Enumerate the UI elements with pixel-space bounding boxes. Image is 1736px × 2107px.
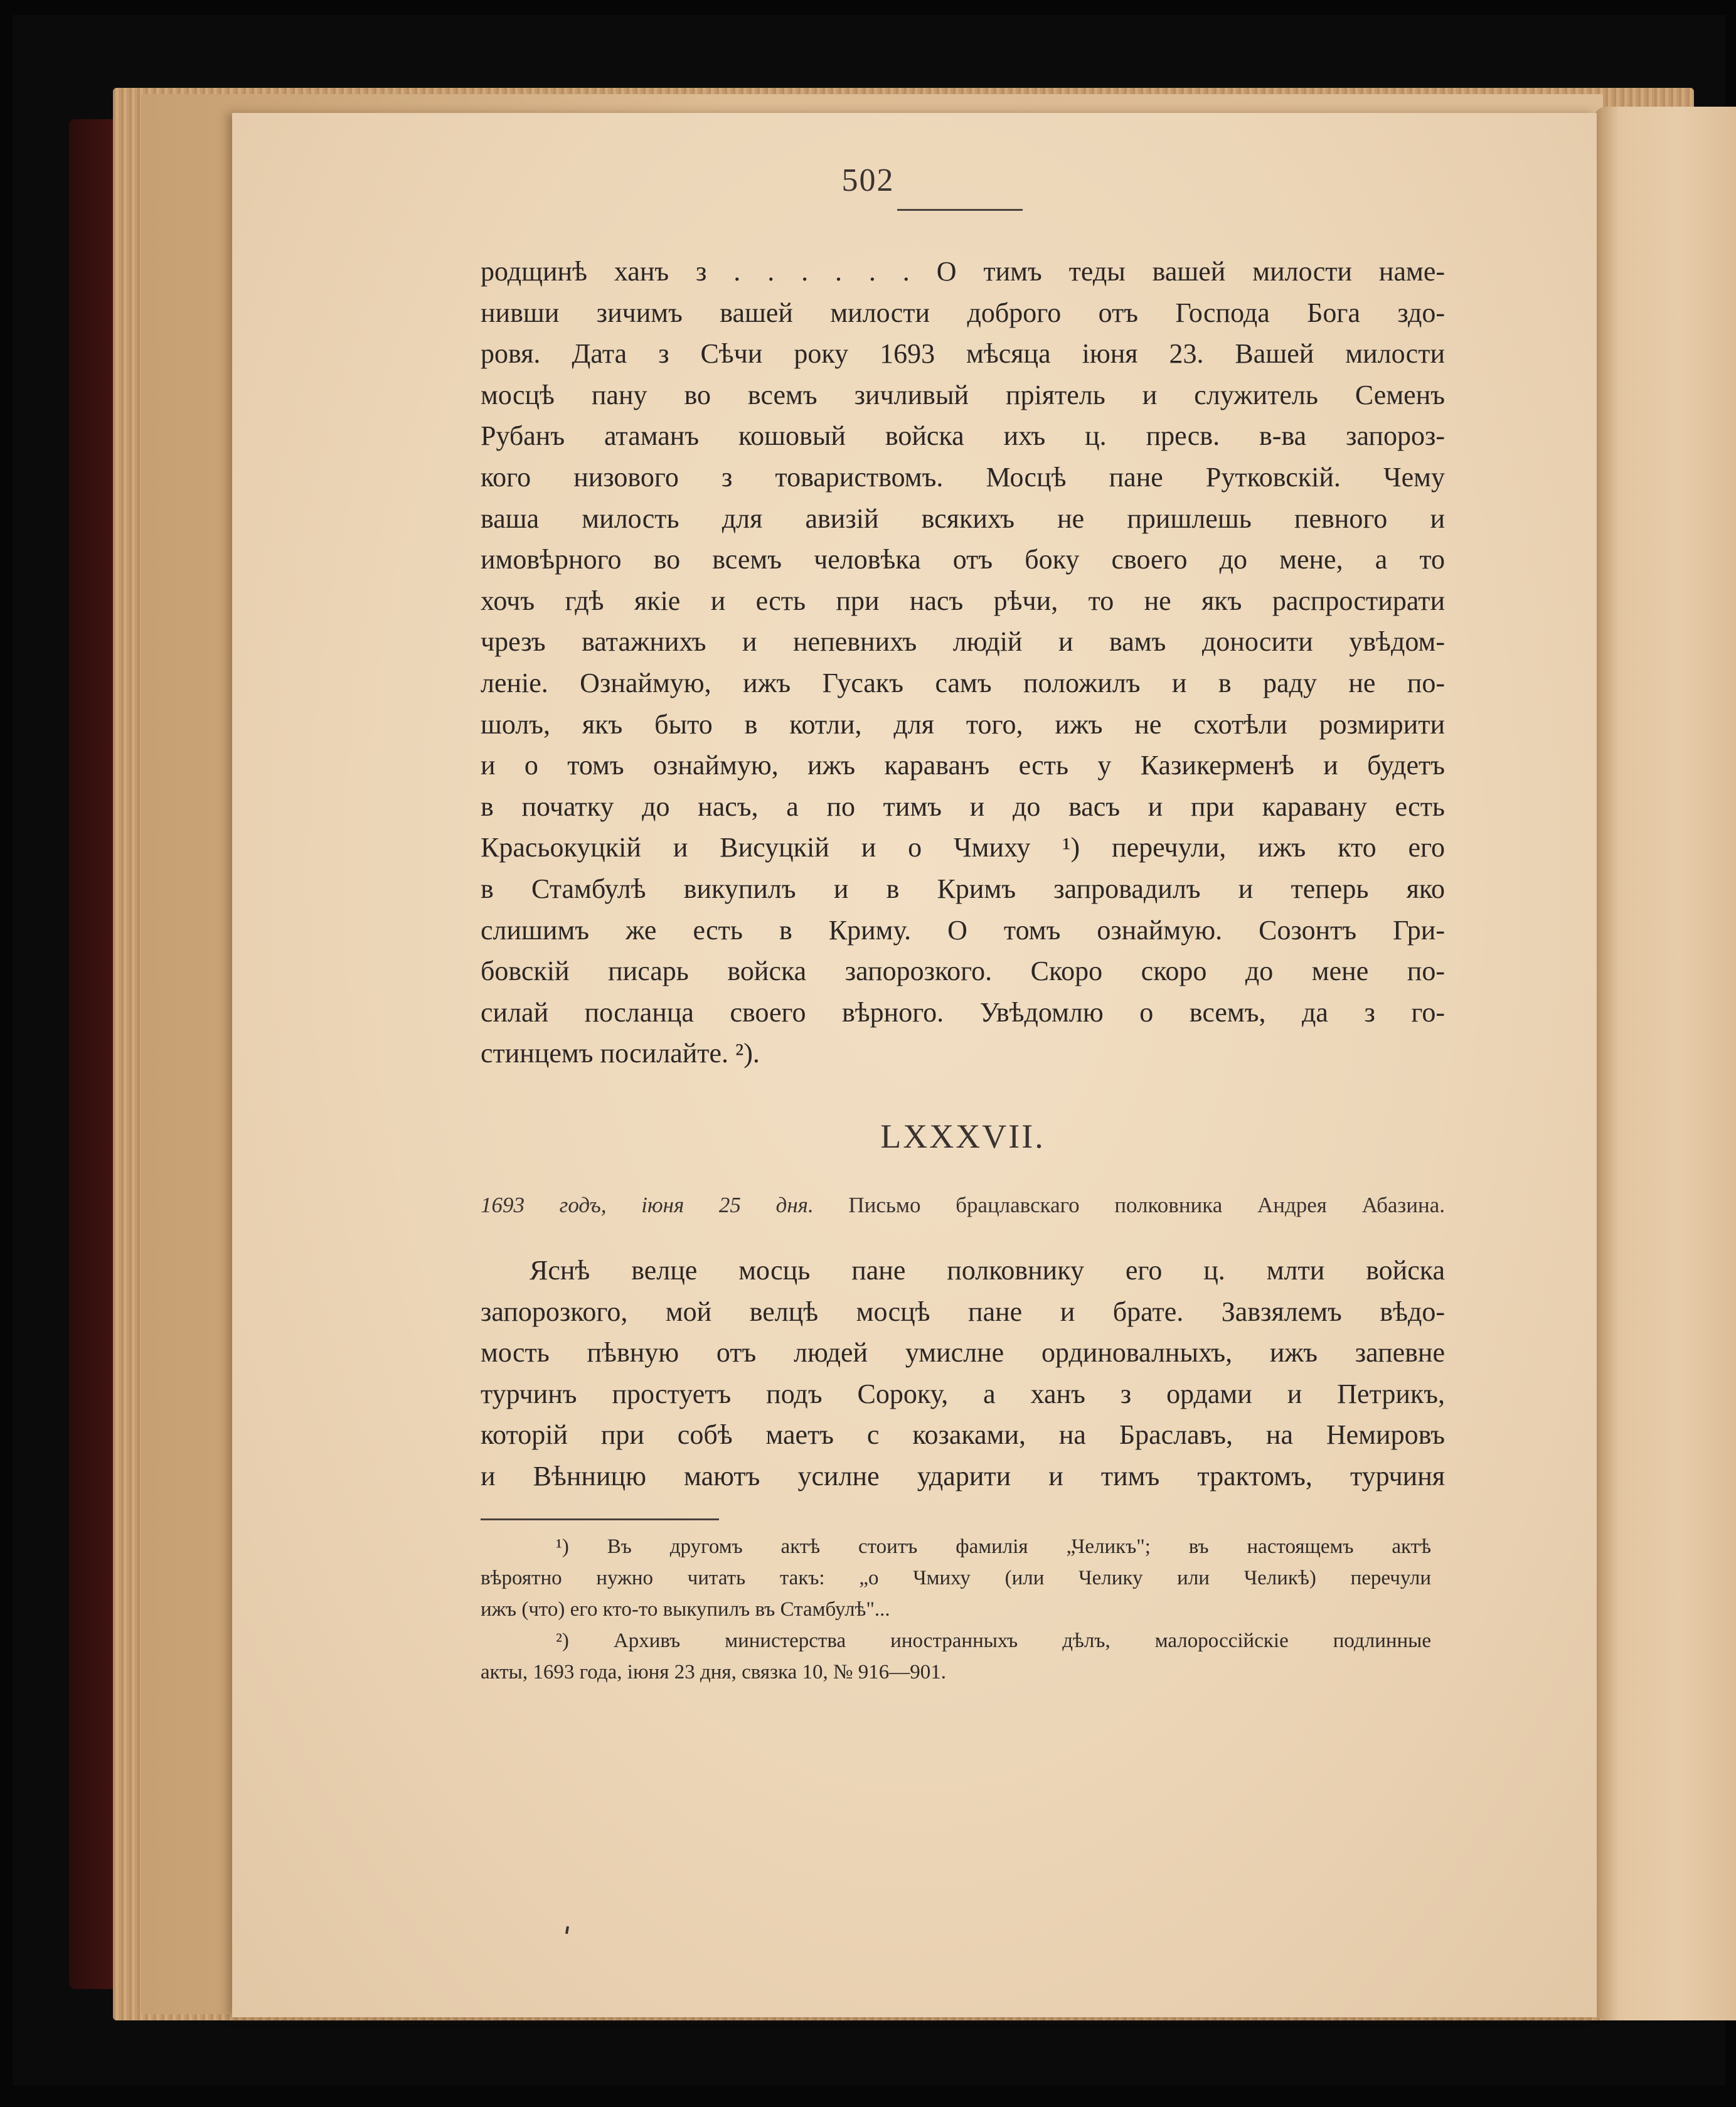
text-line: хочъ гдѣ якіе и есть при насъ рѣчи, то не якъ распростирати — [481, 585, 1445, 616]
footnote-line: акты, 1693 года, іюня 23 дня, связка 10, № 916—901. — [481, 1661, 947, 1683]
text-line: чрезъ ватажнихъ и непевнихъ людій и вамъ доносити увѣдом- — [481, 626, 1445, 658]
text-line: бовскій писарь войска запорозкого. Скоро скоро до мене по- — [481, 956, 1445, 987]
footnote-rule — [481, 1518, 719, 1520]
text-line: родщинѣ ханъ з . . . . . . О тимъ теды вашей милости наме- — [481, 256, 1445, 287]
document-title: Письмо брацлавскаго полковника Андрея Абазина. — [848, 1193, 1445, 1217]
text-line: которій при собѣ маетъ с козаками, на Браславъ, на Немировъ — [481, 1419, 1445, 1451]
footnote-line: вѣроятно нужно читать такъ: „о Чмиху (или Челику или Челикѣ) перечули — [481, 1567, 1431, 1589]
text-line: Красьокуцкій и Висуцкій и о Чмиху ¹) перечули, ижъ кто его — [481, 832, 1445, 863]
facing-page-edge — [1594, 107, 1736, 2020]
letter-text-continued — [481, 251, 1445, 1074]
text-line: леніе. Ознаймую, ижъ Гусакъ самъ положилъ и в раду не по- — [481, 667, 1445, 698]
footnotes — [481, 1531, 1431, 1688]
footnote-line: ижъ (что) его кто-то выкупилъ въ Стамбулѣ"... — [481, 1598, 890, 1621]
text-line: мосцѣ пану во всемъ зичливый пріятель и служитель Семенъ — [481, 379, 1445, 410]
text-line: в початку до насъ, а по тимъ и до васъ и при каравану есть — [481, 791, 1445, 822]
text-line: нивши зичимъ вашей милости доброго отъ Господа Бога здо- — [481, 297, 1445, 328]
text-line: запорозкого, мой велцѣ мосцѣ пане и брате. Завзялемъ вѣдо- — [481, 1296, 1445, 1327]
text-line: стинцемъ посилайте. ²). — [481, 1038, 760, 1069]
text-line: кого низового з товариствомъ. Мосцѣ пане Рутковскій. Чему — [481, 461, 1445, 493]
text-line: ровя. Дата з Сѣчи року 1693 мѣсяца іюня 23. Вашей милости — [481, 338, 1445, 370]
text-line: Рубанъ атаманъ кошовый войска ихъ ц. пресв. в-ва запороз- — [481, 420, 1445, 452]
text-line: слишимъ же есть в Криму. О томъ ознаймую. Созонтъ Гри- — [481, 914, 1445, 946]
text-line: в Стамбулѣ викупилъ и в Кримъ запровадилъ и теперь яко — [481, 873, 1445, 904]
letter-text-new — [481, 1250, 1445, 1497]
document-number-heading: LXXXVII. — [880, 1118, 1045, 1155]
footnote-line: ¹) Въ другомъ актѣ стоитъ фамилія „Челикъ"; въ настоящемъ актѣ — [556, 1535, 1431, 1558]
text-line: мость пѣвную отъ людей умислне ординовалныхъ, ижъ запевне — [481, 1337, 1445, 1368]
footnote-line: ²) Архивъ министерства иностранныхъ дѣлъ, малороссійскіе подлинные — [556, 1630, 1431, 1652]
text-line: ваша милость для авизій всякихъ не пришлешь певного и — [481, 503, 1445, 534]
text-line: Яснѣ велце мосць пане полковнику его ц. млти войска — [530, 1255, 1445, 1286]
text-line: силай посланца своего вѣрного. Увѣдомлю о всемъ, да з го- — [481, 996, 1445, 1028]
page-number: 502 — [841, 163, 895, 198]
document-subheading — [481, 1190, 1445, 1221]
text-line: имовѣрного во всемъ человѣка отъ боку своего до мене, а то — [481, 544, 1445, 575]
page-number-rule — [897, 209, 1023, 211]
text-line: и о томъ ознаймую, ижъ караванъ есть у Казикерменѣ и будетъ — [481, 750, 1445, 781]
document-date: 1693 годъ, іюня 25 дня. — [481, 1193, 814, 1217]
text-line: турчинъ простуетъ подъ Сороку, а ханъ з ордами и Петрикъ, — [481, 1378, 1445, 1409]
text-line: шолъ, якъ быто в котли, для того, ижъ не схотѣли розмирити — [481, 708, 1445, 740]
text-line: и Вѣнницю маютъ усилне ударити и тимъ трактомъ, турчиня — [481, 1460, 1445, 1491]
